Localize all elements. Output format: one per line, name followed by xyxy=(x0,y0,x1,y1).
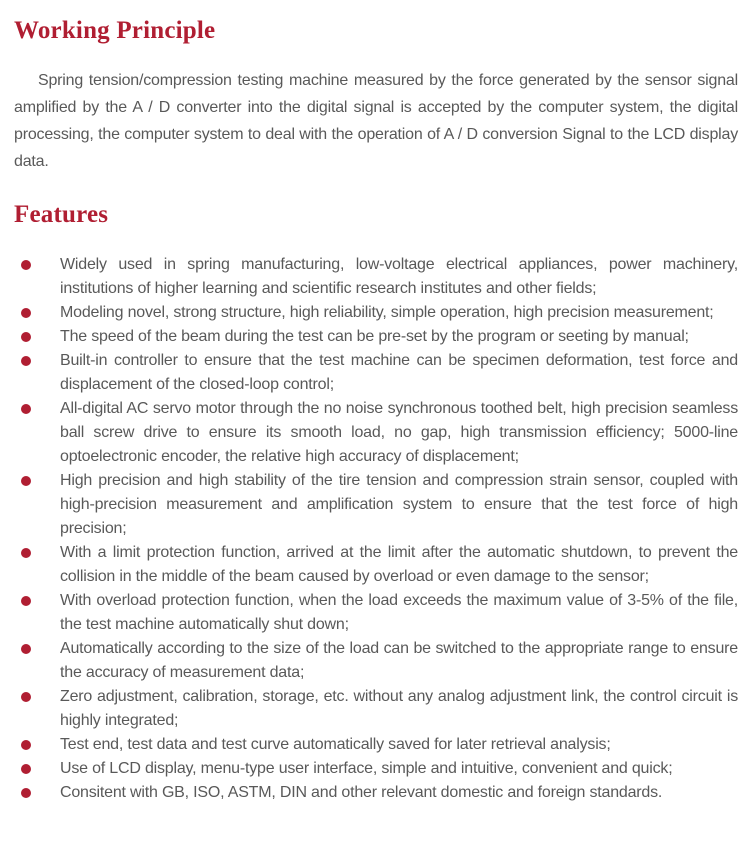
feature-item-text: Built-in controller to ensure that the test machine can be specimen deformation, test force and displacement of the closed-loop control; xyxy=(60,352,738,393)
working-principle-paragraph: Spring tension/compression testing machine measured by the force generated by the sensor signal amplified by the A / D converter into the digital signal is accepted by the computer system, the digital processing, the computer system to deal with the operation of A / D conversion Signal to the LCD display data. xyxy=(14,72,738,170)
feature-item-text: With a limit protection function, arrived at the limit after the automatic shutdown, to prevent the collision in the middle of the beam caused by overload or even damage to the sensor; xyxy=(60,544,738,585)
feature-item-text: Widely used in spring manufacturing, low-voltage electrical appliances, power machinery, institutions of higher learning and scientific research institutes and other fields; xyxy=(60,256,738,297)
feature-item xyxy=(14,301,740,325)
feature-item-text: High precision and high stability of the tire tension and compression strain sensor, coupled with high-precision measurement and amplification system to ensure that the test force of high precision; xyxy=(60,472,738,537)
bullet-icon xyxy=(21,764,31,774)
feature-item-text: With overload protection function, when the load exceeds the maximum value of 3-5% of the file, the test machine automatically shut down; xyxy=(60,592,738,633)
feature-item xyxy=(14,325,740,349)
feature-item-text: Zero adjustment, calibration, storage, etc. without any analog adjustment link, the control circuit is highly integrated; xyxy=(60,688,738,729)
bullet-icon xyxy=(21,692,31,702)
bullet-icon xyxy=(21,596,31,606)
bullet-icon xyxy=(21,788,31,798)
feature-item xyxy=(14,757,740,781)
feature-item xyxy=(14,589,740,637)
feature-item-text: All-digital AC servo motor through the no noise synchronous toothed belt, high precision seamless ball screw drive to ensure its smooth load, no gap, high transmission efficiency; 5000-line optoelectronic encoder, the relative high accuracy of displacement; xyxy=(60,400,738,465)
feature-item-text: Use of LCD display, menu-type user interface, simple and intuitive, convenient and quick; xyxy=(60,760,673,777)
feature-item-text: The speed of the beam during the test can be pre-set by the program or seeting by manual; xyxy=(60,328,689,345)
bullet-icon xyxy=(21,644,31,654)
working-principle-heading: Working Principle xyxy=(14,17,216,44)
bullet-icon xyxy=(21,404,31,414)
bullet-icon xyxy=(21,308,31,318)
feature-item xyxy=(14,349,740,397)
feature-item-text: Test end, test data and test curve automatically saved for later retrieval analysis; xyxy=(60,736,611,753)
bullet-icon xyxy=(21,548,31,558)
feature-item xyxy=(14,397,740,469)
feature-item xyxy=(14,253,740,301)
features-heading: Features xyxy=(14,201,109,228)
bullet-icon xyxy=(21,356,31,366)
feature-item-text: Automatically according to the size of the load can be switched to the appropriate range to ensure the accuracy of measurement data; xyxy=(60,640,738,681)
features-list xyxy=(14,253,740,805)
feature-item xyxy=(14,781,740,805)
feature-item xyxy=(14,469,740,541)
bullet-icon xyxy=(21,332,31,342)
bullet-icon xyxy=(21,476,31,486)
feature-item xyxy=(14,541,740,589)
feature-item xyxy=(14,685,740,733)
feature-item-text: Consitent with GB, ISO, ASTM, DIN and other relevant domestic and foreign standards. xyxy=(60,784,663,801)
bullet-icon xyxy=(21,740,31,750)
feature-item xyxy=(14,637,740,685)
feature-item-text: Modeling novel, strong structure, high reliability, simple operation, high precision measurement; xyxy=(60,304,714,321)
bullet-icon xyxy=(21,260,31,270)
feature-item xyxy=(14,733,740,757)
